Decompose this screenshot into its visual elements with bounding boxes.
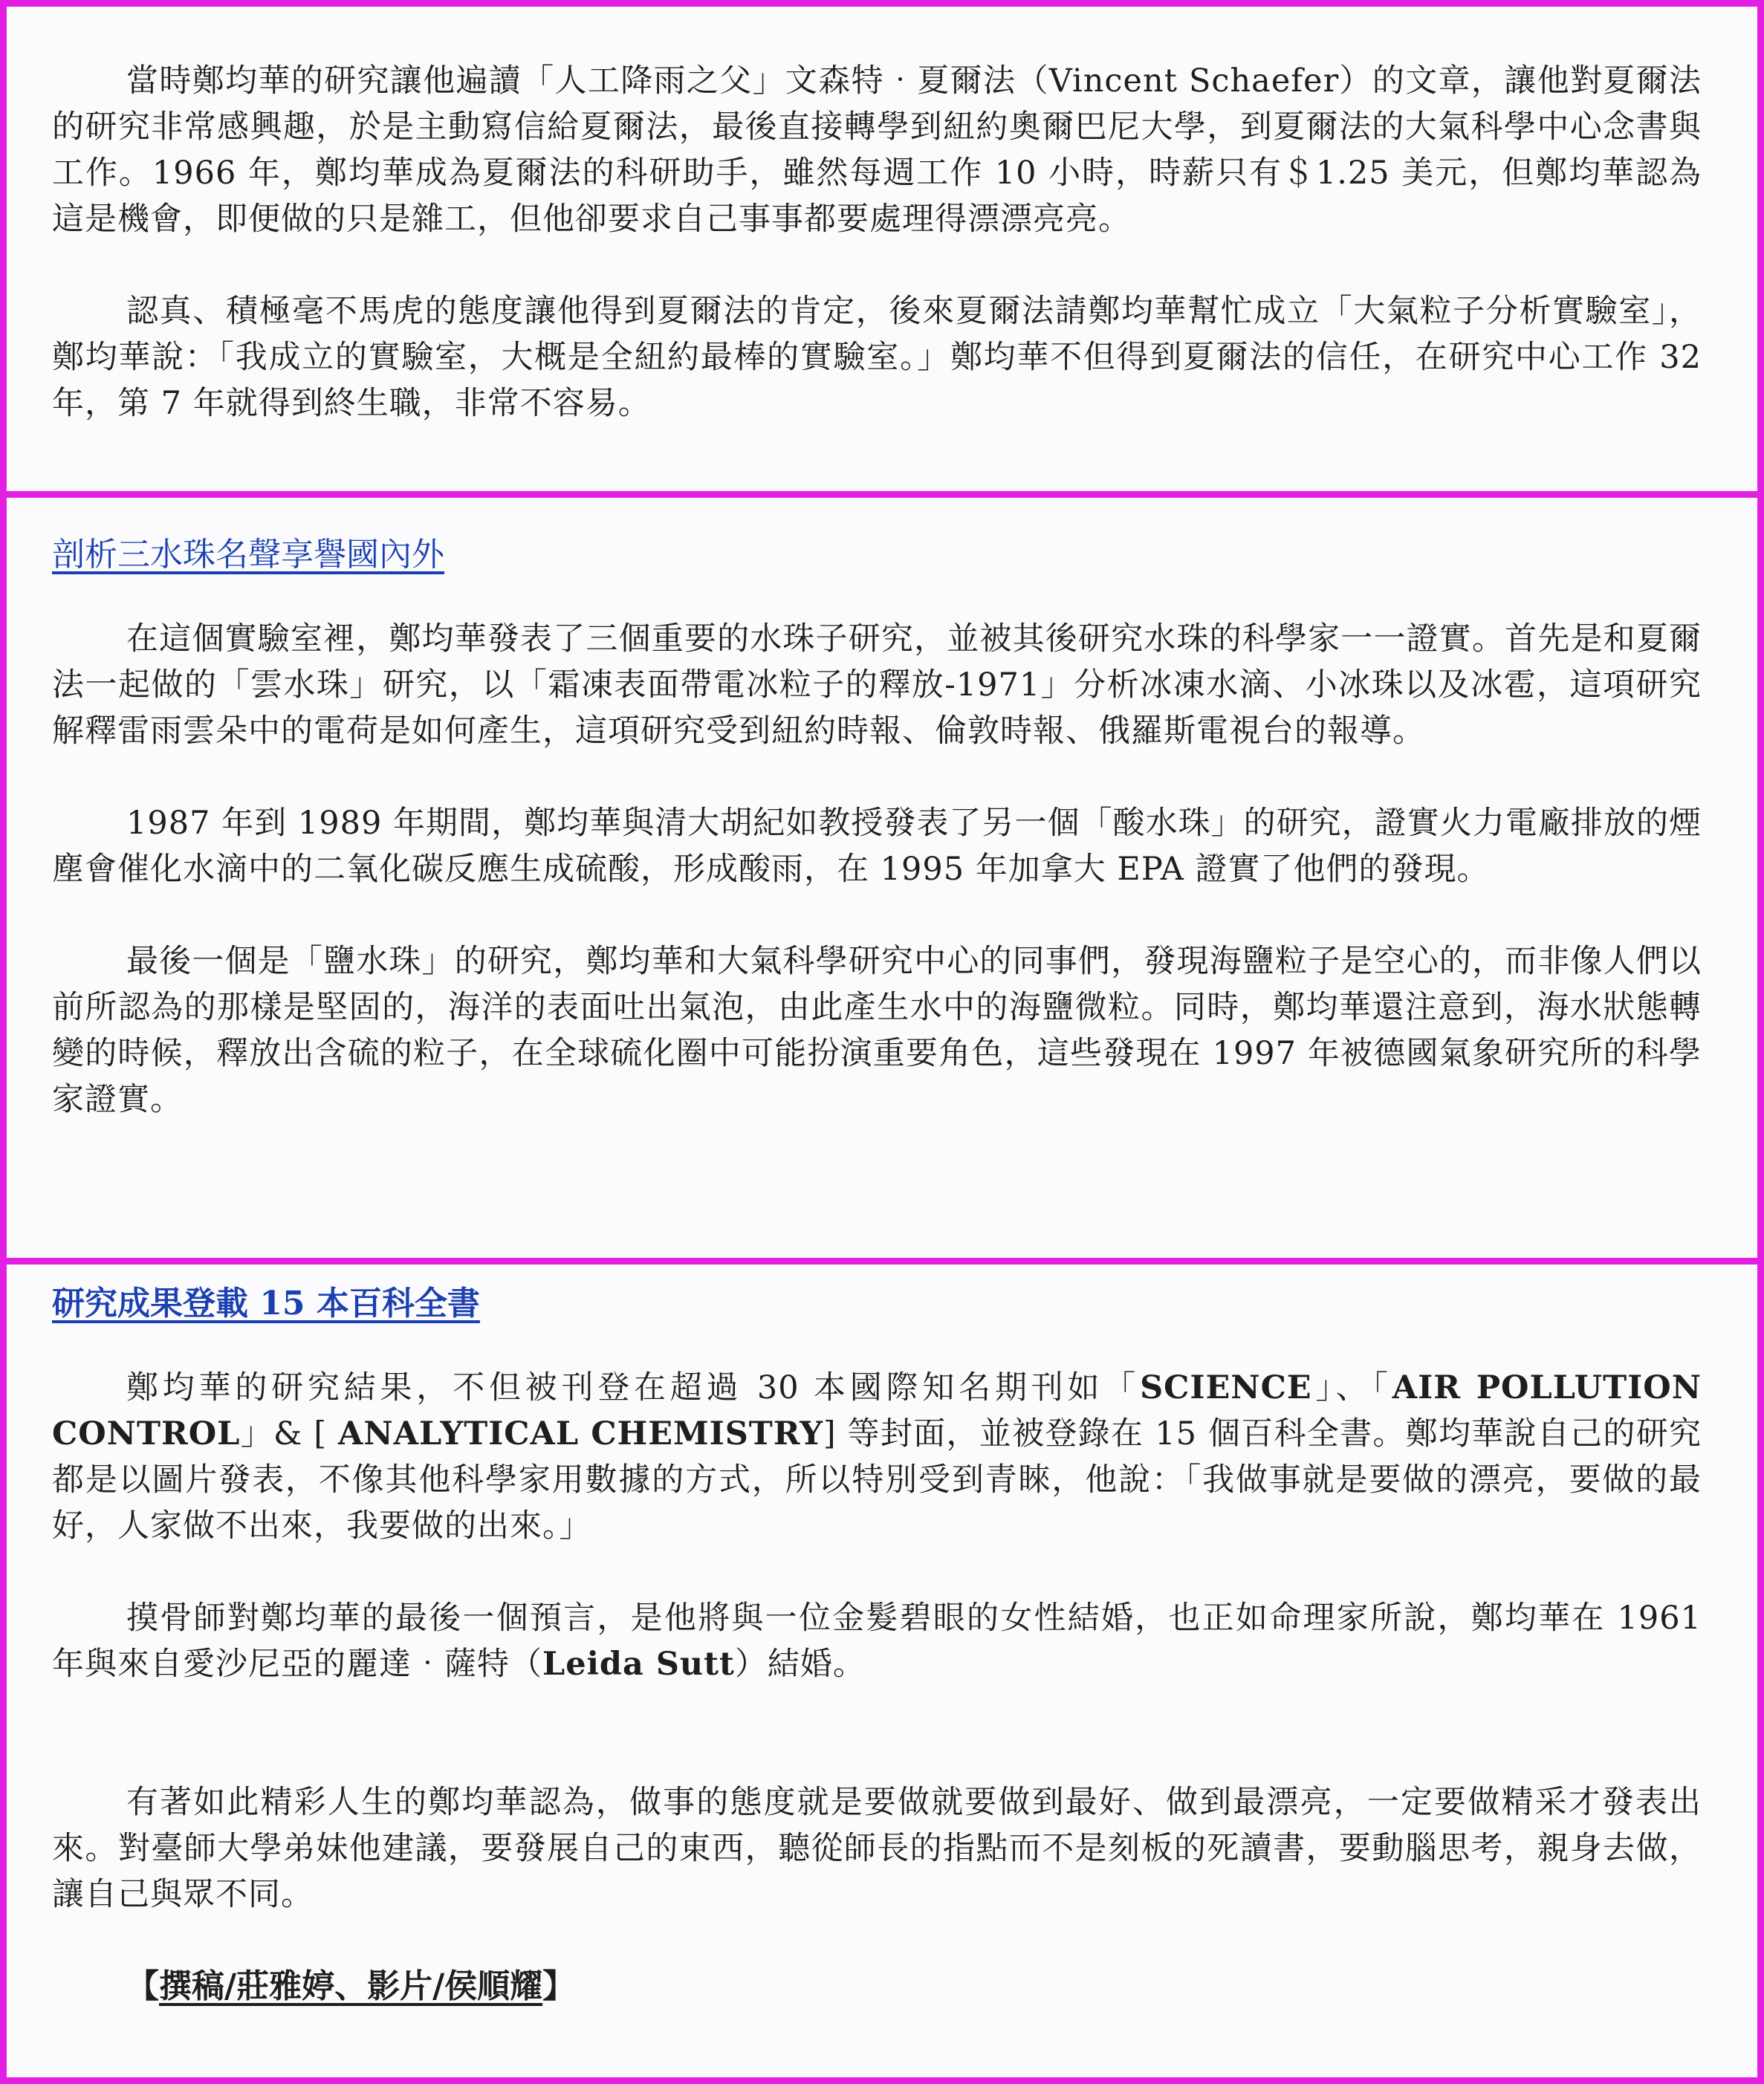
text-run: ）結婚。 (734, 1646, 866, 1683)
bracket: 【 (126, 1967, 159, 2005)
article-credit (52, 1964, 1702, 2010)
section-divider-2 (0, 1258, 1764, 1265)
journal-name: AIR POLLUTION CONTROL (52, 1369, 1702, 1452)
section-heading[interactable]: 研究成果登載 15 本百科全書 (52, 1285, 480, 1322)
text-run: 鄭均華的研究結果，不但被刊登在超過 30 本國際知名期刊如「 (126, 1369, 1141, 1406)
paragraph (52, 1365, 1702, 1549)
paragraph: 在這個實驗室裡，鄭均華發表了三個重要的水珠子研究，並被其後研究水珠的科學家一一證實。首先是和夏爾法一起做的「雲水珠」研究，以「霜凍表面帶電冰粒子的釋放-1971」分析冰凍水滴、小冰珠以及冰雹，這項研究解釋雷雨雲朵中的電荷是如何產生，這項研究受到紐約時報、倫敦時報、俄羅斯電視台的報導。 (52, 620, 1702, 750)
person-name: Leida Sutt (542, 1646, 735, 1683)
text-run: 」& [ (240, 1415, 338, 1452)
journal-name: ANALYTICAL CHEMISTRY (337, 1415, 823, 1452)
section-divider-1 (0, 491, 1764, 498)
section-three-water-drops (52, 533, 1702, 1123)
journal-name: SCIENCE (1140, 1369, 1312, 1406)
paragraph: 認真、積極毫不馬虎的態度讓他得到夏爾法的肯定，後來夏爾法請鄭均華幫忙成立「大氣粒子分析實驗室」，鄭均華說：「我成立的實驗室，大概是全紐約最棒的實驗室。」鄭均華不但得到夏爾法的信任，在研究中心工作 32 年，第 7 年就得到終生職，非常不容易。 (52, 293, 1702, 422)
text-run: 摸骨師對鄭均華的最後一個預言，是他將與一位金髮碧眼的女性結婚，也正如命理家所說，鄭均華在 1961 年與來自愛沙尼亞的麗達‧薩特（ (52, 1600, 1702, 1683)
text-run: ] 等封面，並被登錄在 15 個百科全書。鄭均華說自己的研究都是以圖片發表，不像其他科學家用數據的方式，所以特別受到青睞，他說：「我做事就是要做的漂亮，要做的最好，人家做不出來，我要做的出來。」 (52, 1415, 1702, 1545)
text-run: 」、「 (1311, 1369, 1392, 1406)
section-heading[interactable]: 剖析三水珠名聲享譽國內外 (52, 536, 444, 574)
paragraph: 當時鄭均華的研究讓他遍讀「人工降雨之父」文森特‧夏爾法（Vincent Schaefer）的文章，讓他對夏爾法的研究非常感興趣，於是主動寫信給夏爾法，最後直接轉學到紐約奧爾巴尼大學，到夏爾法的大氣科學中心念書與工作。1966 年，鄭均華成為夏爾法的科研助手，雖然每週工作 10 小時，時薪只有＄1.25 美元，但鄭均華認為這是機會，即便做的只是雜工，但他卻要求自己事事都要處理得漂漂亮亮。 (52, 62, 1702, 238)
section-research-results (52, 1282, 1702, 2010)
paragraph (52, 1595, 1702, 1687)
credit-text: 撰稿/莊雅婷、影片/侯順耀 (159, 1967, 543, 2005)
paragraph: 最後一個是「鹽水珠」的研究，鄭均華和大氣科學研究中心的同事們，發現海鹽粒子是空心的，而非像人們以前所認為的那樣是堅固的，海洋的表面吐出氣泡，由此產生水中的海鹽微粒。同時，鄭均華還注意到，海水狀態轉變的時候，釋放出含硫的粒子，在全球硫化圈中可能扮演重要角色，這些發現在 1997 年被德國氣象研究所的科學家證實。 (52, 943, 1702, 1118)
section-lab-story (52, 58, 1702, 426)
paragraph: 有著如此精彩人生的鄭均華認為，做事的態度就是要做就要做到最好、做到最漂亮，一定要做精采才發表出來。對臺師大學弟妹他建議，要發展自己的東西，聽從師長的指點而不是刻板的死讀書，要動腦思考，親身去做，讓自己與眾不同。 (52, 1784, 1702, 1913)
bracket: 】 (542, 1967, 576, 2005)
paragraph: 1987 年到 1989 年期間，鄭均華與清大胡紀如教授發表了另一個「酸水珠」的研究，證實火力電廠排放的煙塵會催化水滴中的二氧化碳反應生成硫酸，形成酸雨，在 1995 年加拿大 EPA 證實了他們的發現。 (52, 805, 1702, 888)
